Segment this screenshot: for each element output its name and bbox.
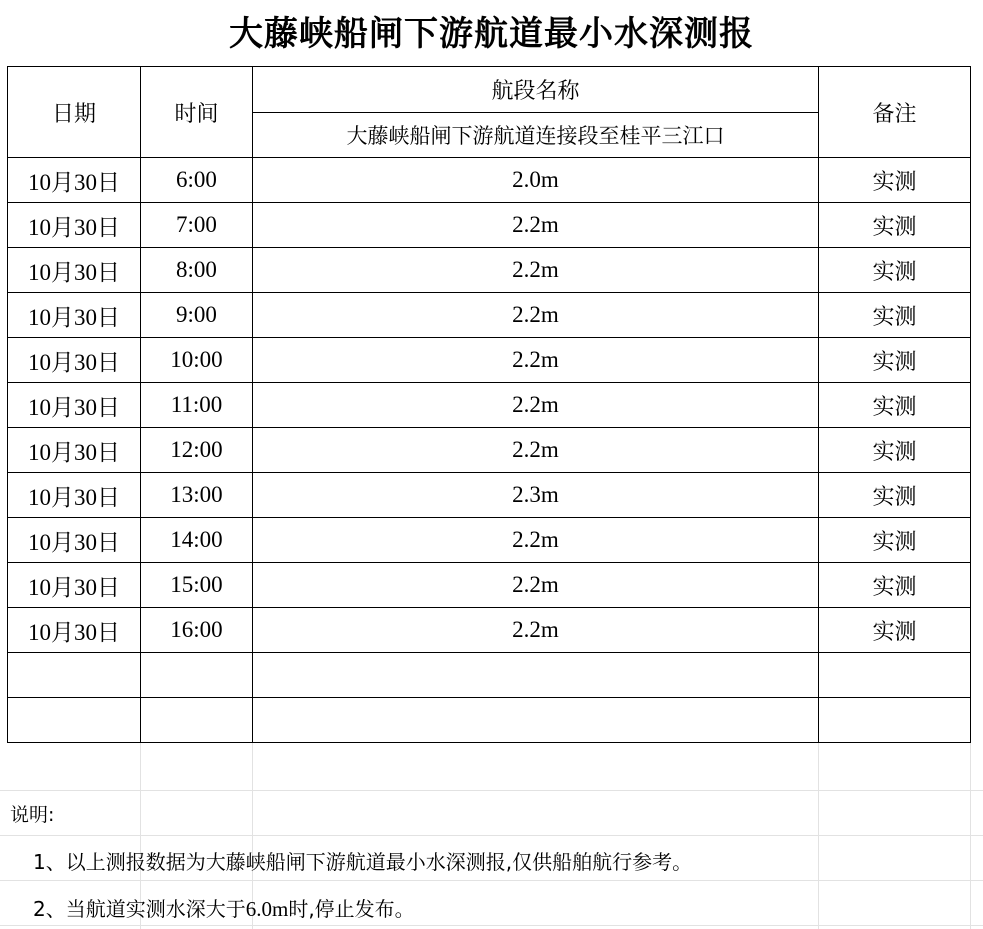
empty-cell [819,698,971,743]
depth-cell: 2.2m [253,248,819,293]
time-cell: 16:00 [141,608,253,653]
note-line-2 [33,893,415,922]
note-line-2-part-c: 时,停止发布。 [288,897,415,921]
date-cell: 10月30日 [8,293,141,338]
table-row [8,248,971,293]
time-cell: 6:00 [141,158,253,203]
remark-cell: 实测 [819,428,971,473]
depth-cell: 2.2m [253,563,819,608]
table-row [8,518,971,563]
empty-cell [253,653,819,698]
empty-cell [8,653,141,698]
gridline [0,835,983,836]
time-cell: 12:00 [141,428,253,473]
table-row [8,158,971,203]
table-row [8,563,971,608]
empty-row [8,653,971,698]
gridline [0,880,983,881]
note-line-2-depth: 6.0m [245,897,289,921]
time-cell: 15:00 [141,563,253,608]
empty-cell [819,653,971,698]
remark-cell: 实测 [819,608,971,653]
depth-cell: 2.2m [253,293,819,338]
depth-cell: 2.2m [253,428,819,473]
depth-cell: 2.2m [253,338,819,383]
table-row [8,473,971,518]
depth-report-table [7,66,971,743]
depth-cell: 2.0m [253,158,819,203]
remark-cell: 实测 [819,563,971,608]
date-cell: 10月30日 [8,473,141,518]
empty-cell [141,698,253,743]
time-cell: 11:00 [141,383,253,428]
table-row [8,203,971,248]
remark-cell: 实测 [819,518,971,563]
time-cell: 13:00 [141,473,253,518]
remark-cell: 实测 [819,248,971,293]
remark-cell: 实测 [819,158,971,203]
depth-cell: 2.3m [253,473,819,518]
segment-name: 大藤峡船闸下游航道连接段至桂平三江口 [253,113,819,158]
empty-row [8,698,971,743]
header-remark: 备注 [819,67,971,158]
notes-label: 说明: [10,804,55,826]
remark-cell: 实测 [819,203,971,248]
date-cell: 10月30日 [8,428,141,473]
table-row [8,338,971,383]
remark-cell: 实测 [819,338,971,383]
header-time: 时间 [141,67,253,158]
depth-cell: 2.2m [253,518,819,563]
empty-cell [8,698,141,743]
gridline [0,790,983,791]
time-cell: 10:00 [141,338,253,383]
empty-cell [253,698,819,743]
header-date: 日期 [8,67,141,158]
remark-cell: 实测 [819,293,971,338]
time-cell: 7:00 [141,203,253,248]
time-cell: 9:00 [141,293,253,338]
depth-cell: 2.2m [253,608,819,653]
table-row [8,608,971,653]
table-row [8,293,971,338]
date-cell: 10月30日 [8,518,141,563]
date-cell: 10月30日 [8,203,141,248]
header-segment: 航段名称 [253,67,819,113]
date-cell: 10月30日 [8,248,141,293]
table-row [8,428,971,473]
remark-cell: 实测 [819,383,971,428]
note-line-1-text: 1、以上测报数据为大藤峡船闸下游航道最小水深测报,仅供船舶航行参考。 [33,850,693,874]
page-title: 大藤峡船闸下游航道最小水深测报 [0,0,983,66]
note-line-2-part-a: 2、当航道实测水深大于 [33,897,246,921]
table-row [8,383,971,428]
time-cell: 14:00 [141,518,253,563]
time-cell: 8:00 [141,248,253,293]
date-cell: 10月30日 [8,338,141,383]
date-cell: 10月30日 [8,383,141,428]
depth-cell: 2.2m [253,203,819,248]
date-cell: 10月30日 [8,563,141,608]
date-cell: 10月30日 [8,608,141,653]
remark-cell: 实测 [819,473,971,518]
note-line-1 [33,846,692,875]
empty-cell [141,653,253,698]
gridline [0,925,983,926]
depth-cell: 2.2m [253,383,819,428]
date-cell: 10月30日 [8,158,141,203]
